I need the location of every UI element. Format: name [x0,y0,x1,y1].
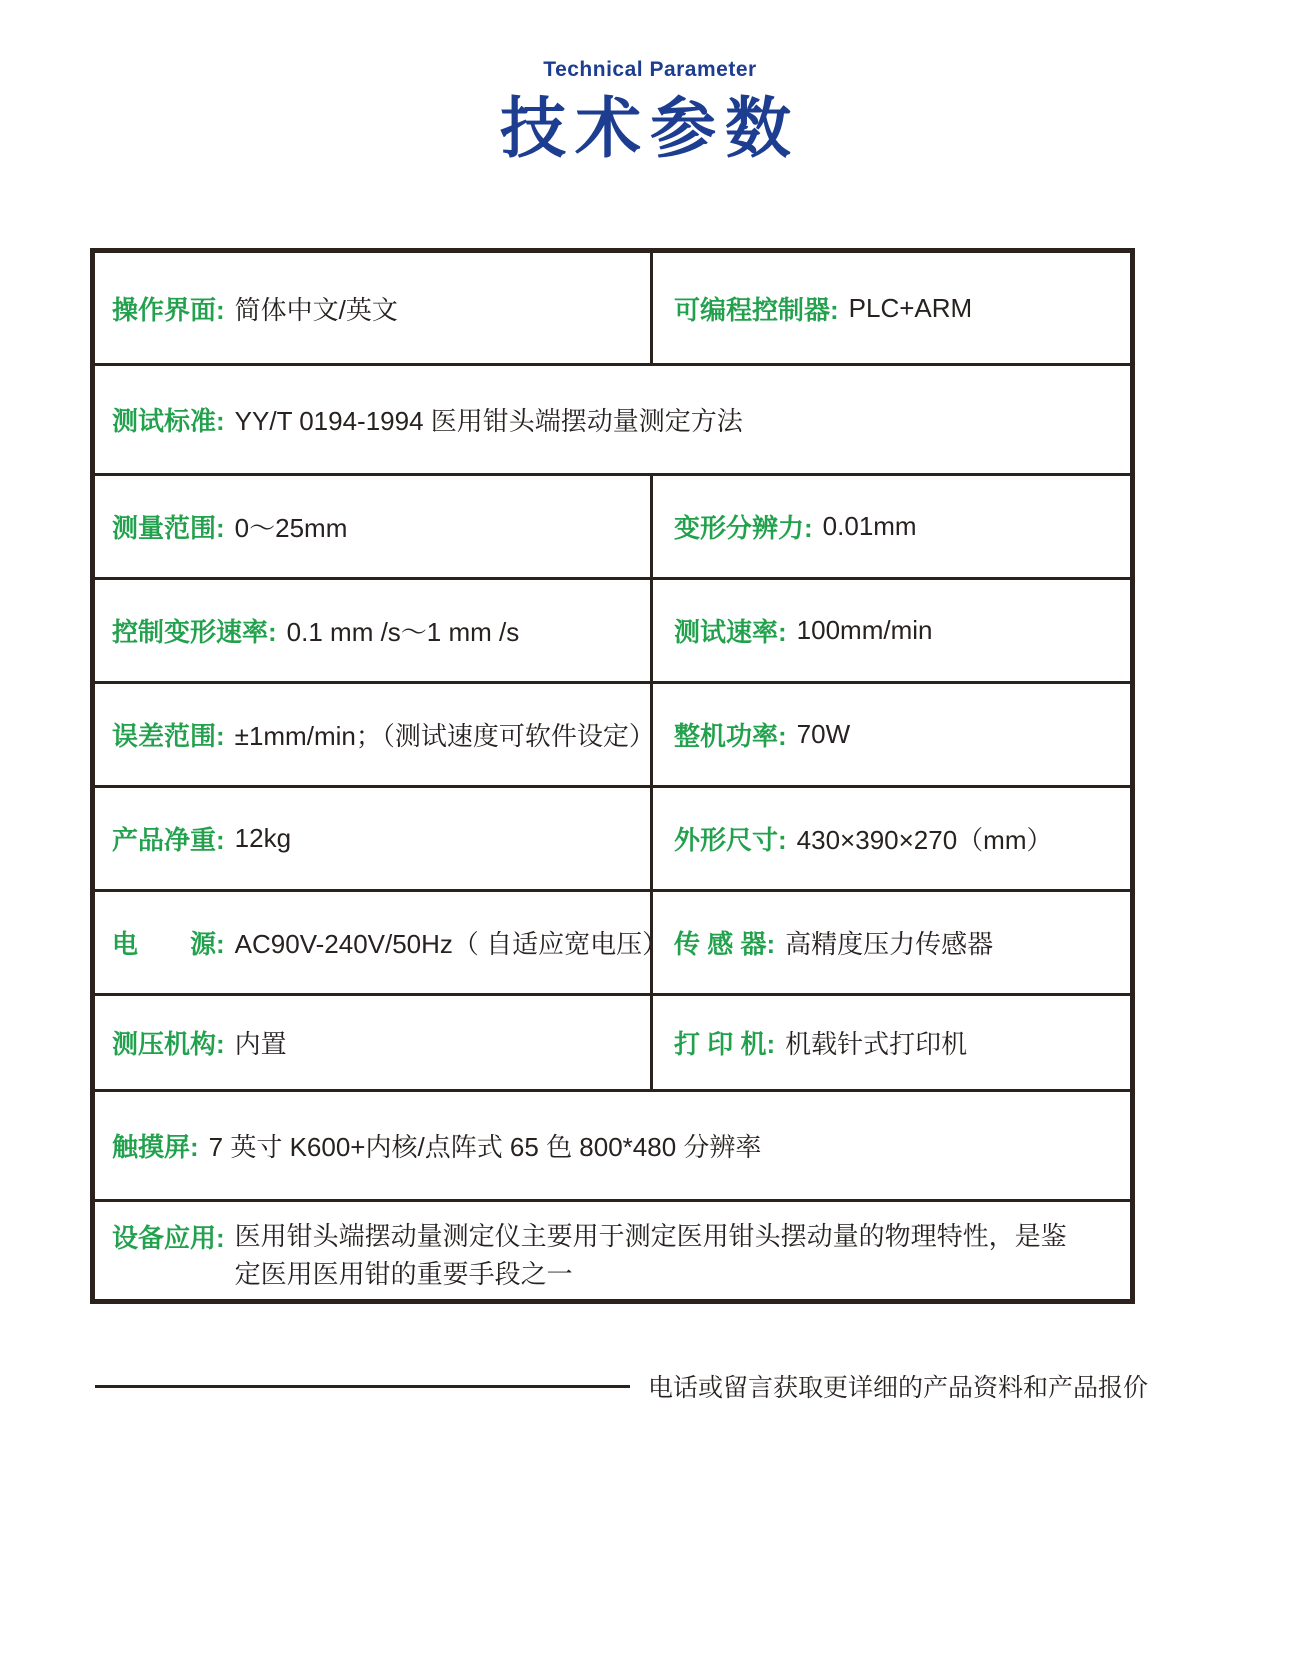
spec-label: 产品净重: [112,825,225,855]
spec-cell-deform-rate [95,580,650,681]
spec-cell-printer [650,996,1130,1089]
table-row [95,577,1130,681]
spec-label: 测试速率: [674,617,787,647]
spec-value: 0.01mm [822,511,917,541]
table-row [95,253,1130,363]
spec-label: 变形分辨力: [674,513,813,543]
spec-cell-operation-interface [95,253,650,363]
spec-value: 430×390×270（mm） [796,825,1053,855]
table-row [95,785,1130,889]
spec-cell-net-weight [95,788,650,889]
footer [95,1368,1149,1404]
spec-cell-error-range [95,684,655,785]
header-subtitle: Technical Parameter [543,58,757,81]
spec-value: AC90V-240V/50Hz（ 自适应宽电压） [234,929,669,959]
table-row [95,363,1130,473]
spec-value: 12kg [234,823,292,853]
spec-label: 整机功率: [674,721,787,751]
spec-value: 高精度压力传感器 [785,929,994,959]
spec-value: 0.1 mm /s～1 mm /s [286,617,520,647]
spec-label: 测压机构: [112,1029,225,1059]
footer-note: 电话或留言获取更详细的产品资料和产品报价 [648,1374,1149,1402]
table-row [95,681,1130,785]
spec-cell-application [95,1202,1130,1299]
table-row [95,1199,1130,1299]
spec-cell-pressure-mechanism [95,996,650,1089]
spec-label: 测量范围: [112,513,225,543]
divider-line [95,1385,630,1388]
spec-value: 70W [796,719,851,749]
page-header [0,0,1300,165]
spec-label: 可编程控制器: [674,294,839,325]
spec-label: 设备应用: [112,1223,225,1253]
spec-value: 简体中文/英文 [234,294,398,325]
spec-value: ±1mm/min；（测试速度可软件设定） [234,721,655,751]
spec-cell-touchscreen [95,1092,1130,1199]
spec-value: 内置 [234,1029,287,1059]
spec-label: 误差范围: [112,721,225,751]
spec-value: 医用钳头端摆动量测定仪主要用于测定医用钳头摆动量的物理特性，是鉴定医用医用钳的重要手段之一 [234,1221,1067,1289]
spec-value: PLC+ARM [848,292,973,323]
spec-label: 电 源: [112,929,225,959]
spec-cell-power-supply [95,892,669,993]
spec-label: 打 印 机: [674,1029,776,1059]
spec-cell-deform-resolution [650,476,1130,577]
spec-value: 7 英寸 K600+内核/点阵式 65 色 800*480 分辨率 [208,1132,762,1162]
table-row [95,889,1130,993]
table-row [95,993,1130,1089]
spec-cell-measure-range [95,476,650,577]
spec-label: 外形尺寸: [674,825,787,855]
spec-table [90,248,1135,1304]
table-row [95,473,1130,577]
spec-label: 测试标准: [112,406,225,436]
spec-value: YY/T 0194-1994 医用钳头端摆动量测定方法 [234,406,743,436]
spec-cell-dimensions [650,788,1130,889]
spec-label: 传 感 器: [674,929,776,959]
spec-value: 0～25mm [234,513,348,543]
spec-value: 机载针式打印机 [785,1029,968,1059]
table-row [95,1089,1130,1199]
spec-label: 操作界面: [112,294,225,325]
spec-value: 100mm/min [796,615,933,645]
spec-label: 触摸屏: [112,1132,199,1162]
spec-label: 控制变形速率: [112,617,277,647]
spec-cell-total-power [650,684,1130,785]
page-title: 技术参数 [500,91,800,165]
spec-cell-test-speed [650,580,1130,681]
spec-cell-plc-controller [650,253,1130,363]
spec-cell-test-standard [95,366,1130,473]
spec-cell-sensor [650,892,1130,993]
